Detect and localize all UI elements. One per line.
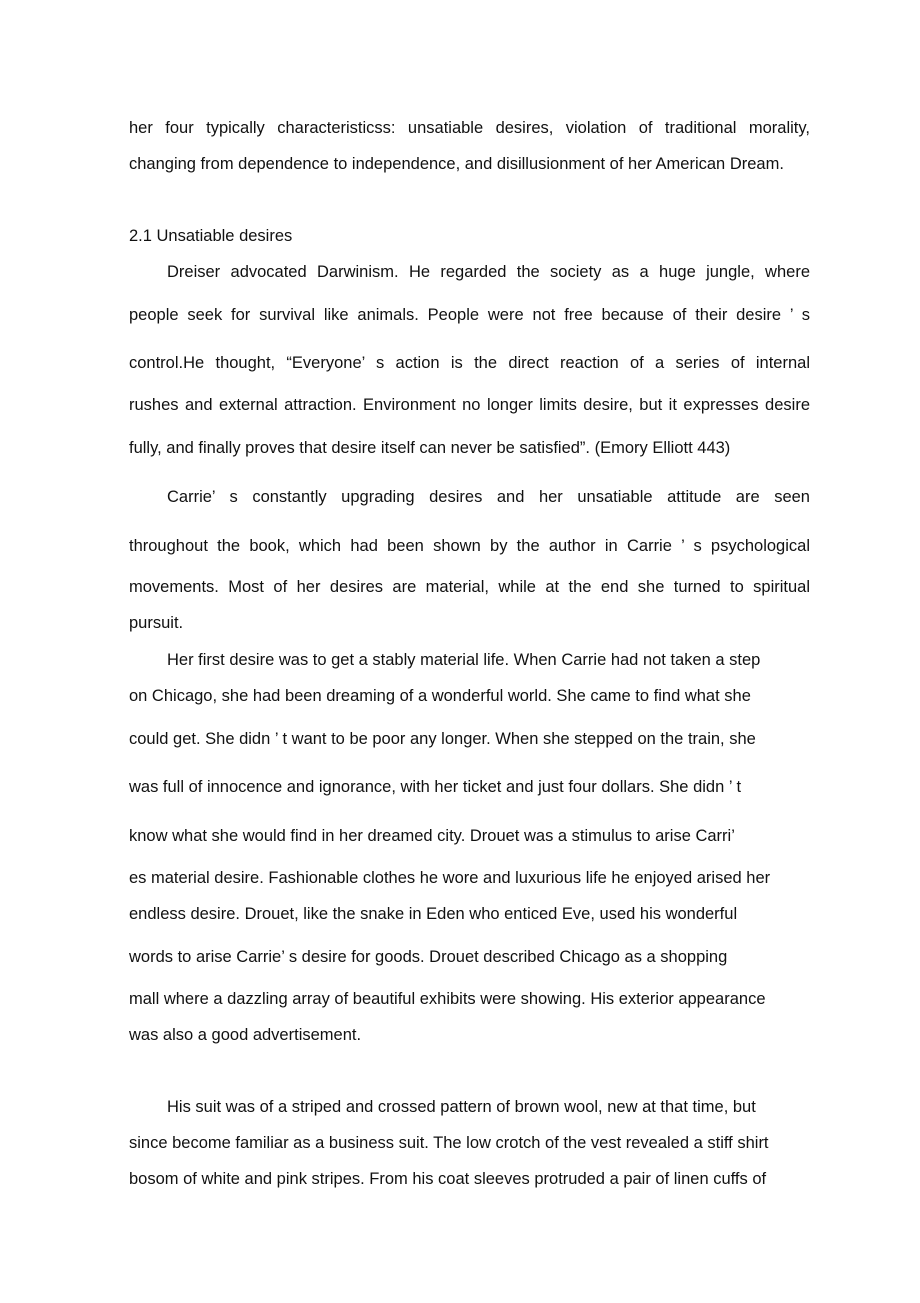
paragraph-line: throughout the book, which had been shown by the author in Carrie ’ s psychological xyxy=(129,537,810,555)
paragraph-line: people seek for survival like animals. People were not free because of their desire ’ s xyxy=(129,306,810,324)
paragraph-line: mall where a dazzling array of beautiful exhibits were showing. His exterior appearance xyxy=(129,990,766,1008)
paragraph-line: on Chicago, she had been dreaming of a wonderful world. She came to find what she xyxy=(129,687,751,705)
paragraph-line: know what she would find in her dreamed city. Drouet was a stimulus to arise Carri’ xyxy=(129,827,735,845)
paragraph-line: was also a good advertisement. xyxy=(129,1026,362,1044)
quote-line: bosom of white and pink stripes. From his coat sleeves protruded a pair of linen cuffs of xyxy=(129,1170,767,1188)
paragraph-line: Carrie’ s constantly upgrading desires and her unsatiable attitude are seen xyxy=(167,488,810,506)
quote-line: His suit was of a striped and crossed pattern of brown wool, new at that time, but xyxy=(167,1098,756,1116)
intro-line: changing from dependence to independence, and disillusionment of her American Dream. xyxy=(129,155,784,173)
section-heading: 2.1 Unsatiable desires xyxy=(129,227,293,245)
paragraph-line: fully, and finally proves that desire itself can never be satisfied”. (Emory Elliott 443) xyxy=(129,439,731,457)
paragraph-line: Her first desire was to get a stably material life. When Carrie had not taken a step xyxy=(167,651,761,669)
paragraph-line: pursuit. xyxy=(129,614,184,632)
quote-line: since become familiar as a business suit. The low crotch of the vest revealed a stiff shirt xyxy=(129,1134,769,1152)
paragraph-line: words to arise Carrie’ s desire for goods. Drouet described Chicago as a shopping xyxy=(129,948,728,966)
paragraph-line: could get. She didn ’ t want to be poor any longer. When she stepped on the train, she xyxy=(129,730,756,748)
paragraph-line: was full of innocence and ignorance, with her ticket and just four dollars. She didn ’ t xyxy=(129,778,742,796)
paragraph-line: es material desire. Fashionable clothes he wore and luxurious life he enjoyed arised her xyxy=(129,869,771,887)
paragraph-line: endless desire. Drouet, like the snake in Eden who enticed Eve, used his wonderful xyxy=(129,905,738,923)
paragraph-line: Dreiser advocated Darwinism. He regarded the society as a huge jungle, where xyxy=(167,263,810,281)
intro-line: her four typically characteristicss: unsatiable desires, violation of traditional morality, xyxy=(129,119,810,137)
paragraph-line: control.He thought, “Everyone’ s action is the direct reaction of a series of internal xyxy=(129,354,810,372)
paragraph-line: rushes and external attraction. Environment no longer limits desire, but it expresses desire xyxy=(129,396,810,414)
paragraph-line: movements. Most of her desires are material, while at the end she turned to spiritual xyxy=(129,578,810,596)
